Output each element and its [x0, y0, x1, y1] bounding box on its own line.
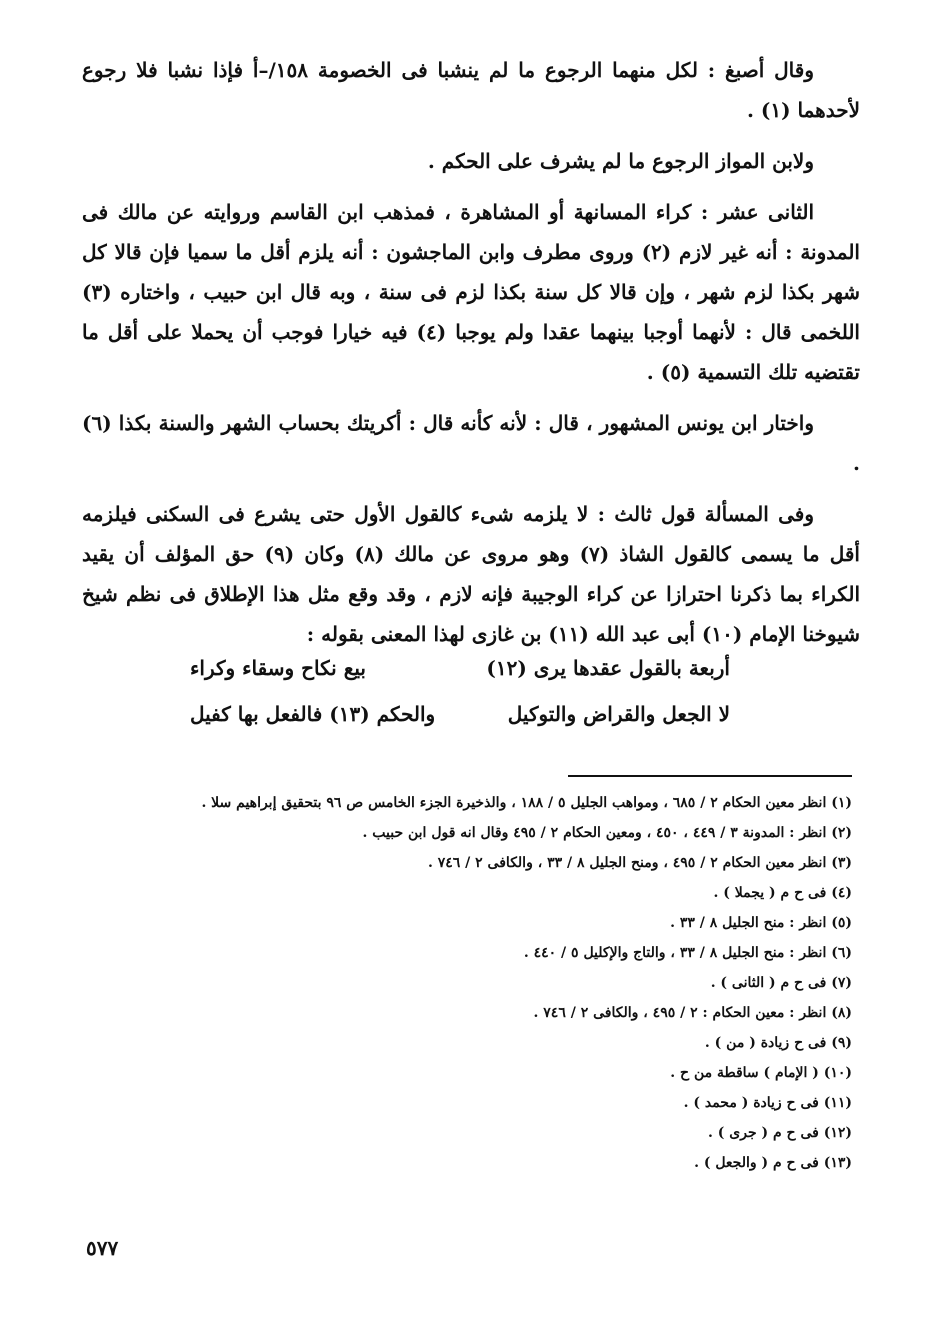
paragraph-3: الثانى عشر : كراء المسانهة أو المشاهرة ، فمذهب ابن القاسم وروايته عن مالك فى المدونة : أنه غير لازم (٢) وروى مطرف وابن الماجشون : أنه يلزم أقل ما سميا فإن قالا كل شهر بكذا لزم شهر ، وإن قالا كل سنة بكذا لزم فى سنة ، وبه قال ابن حبيب ، واختاره (٣) اللخمى قال : لأنهما أوجبا بينهما عقدا ولم يوجبا (٤) فيه خيارا فوجب أن يحملا على أقل ما تقتضيه تلك التسمية (٥) .	[82, 200, 860, 384]
footnote-4: (٤) فى ح م ( يجملا ) .	[713, 885, 852, 901]
footnote-13: (١٣) فى ح م ( والجعل ) .	[694, 1155, 852, 1171]
footnote-separator	[568, 775, 852, 777]
paragraph-5: وفى المسألة قول ثالث : لا يلزمه شىء كالقول الأول حتى يشرع فى السكنى فيلزمه أقل ما يسمى كالقول الشاذ (٧) وهو مروى عن مالك (٨) وكان (٩) حق المؤلف أن يقيد الكراء بما ذكرنا احترازا عن كراء الوجيبة فإنه لازم ، وقد وقع مثل هذا الإطلاق فى نظم شيخ شيوخنا الإمام (١٠) أبى عبد الله (١١) بن غازى لهذا المعنى بقوله :	[82, 502, 861, 646]
poem-verse-1	[190, 648, 730, 688]
paragraph-4: واختار ابن يونس المشهور ، قال : لأنه كأنه قال : أكريتك بحساب الشهر والسنة بكذا (٦) .	[82, 411, 860, 475]
poem-verse-2	[190, 694, 730, 734]
footnote-12: (١٢) فى ح م ( جرى ) .	[708, 1125, 852, 1141]
footnote-5: (٥) انظر : منح الجليل ٨ / ٣٣ .	[670, 915, 852, 931]
footnote-2: (٢) انظر : المدونة ٣ / ٤٤٩ ، ٤٥٠ ، ومعين الحكام ٢ / ٤٩٥ وقال انه قول ابن حبيب .	[362, 825, 852, 841]
footnote-11: (١١) فى ح زيادة ( محمد ) .	[683, 1095, 852, 1111]
footnote-10: (١٠) ( الإمام ) ساقطة من ح .	[670, 1065, 852, 1081]
footnote-7: (٧) فى ح م ( الثانى ) .	[710, 975, 852, 991]
footnotes	[82, 788, 852, 1178]
footnote-6: (٦) انظر : منح الجليل ٨ / ٣٣ ، والتاج والإكليل ٥ / ٤٤٠ .	[523, 945, 852, 961]
paragraph-1: وقال أصبغ : لكل منهما الرجوع ما لم ينشبا فى الخصومة ١٥٨/–أ فإذا نشبا فلا رجوع لأحدهما (١) .	[82, 58, 860, 122]
verse-1-first-hemistich: أربعة بالقول عقدها يرى (١٢)	[486, 656, 730, 680]
verse-1-second-hemistich: بيع نكاح وسقاء وكراء	[190, 656, 366, 680]
verse-2-first-hemistich: لا الجعل والقراض والتوكيل	[507, 702, 730, 726]
footnote-9: (٩) فى ح زيادة ( من ) .	[704, 1035, 852, 1051]
footnote-8: (٨) انظر : معين الحكام : ٢ / ٤٩٥ ، والكافى ٢ / ٧٤٦ .	[533, 1005, 852, 1021]
footnote-3: (٣) انظر معين الحكام ٢ / ٤٩٥ ، ومنح الجليل ٨ / ٣٣ ، والكافى ٢ / ٧٤٦ .	[427, 855, 852, 871]
paragraph-2: ولابن المواز الرجوع ما لم يشرف على الحكم .	[427, 149, 814, 173]
footnote-1: (١) انظر معين الحكام ٢ / ٦٨٥ ، ومواهب الجليل ٥ / ١٨٨ ، والذخيرة الجزء الخامس ص ٩٦ بتحقيق إبراهيم سلا .	[201, 795, 852, 811]
page-number: ٥٧٧	[86, 1236, 119, 1260]
main-text	[82, 50, 860, 665]
verse-2-second-hemistich: والحكم (١٣) فالفعل بها كفيل	[190, 702, 436, 726]
